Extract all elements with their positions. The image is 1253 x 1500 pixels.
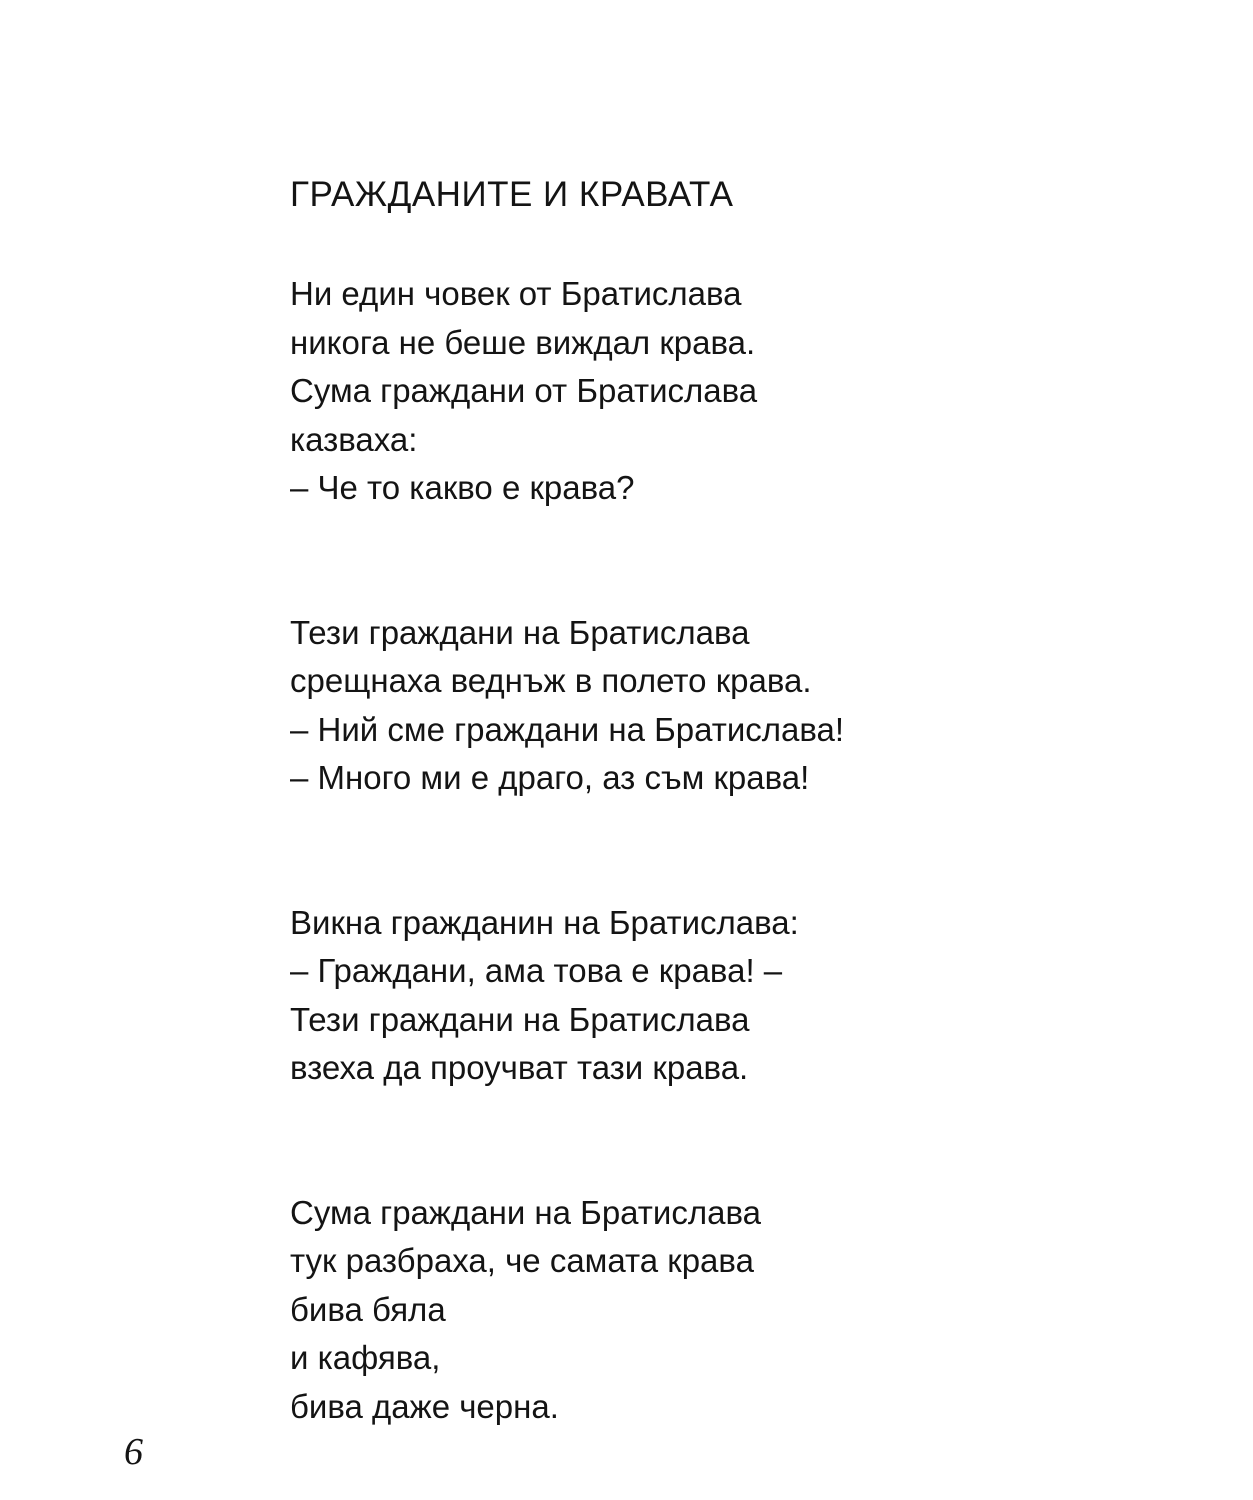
poem-line: Викна гражданин на Братислава:: [290, 903, 799, 941]
poem-line: тук разбраха, че самата крава: [290, 1242, 754, 1279]
poem-line: Тези граждани на Братислава: [290, 613, 750, 651]
poem-line: Ни един човек от Братислава: [290, 275, 742, 312]
poem-line: бива бяла: [290, 1290, 446, 1328]
page-number: 6: [124, 1431, 143, 1473]
poem-line: никога не беше виждал крава.: [290, 323, 756, 361]
poem-line: бива даже черна.: [290, 1387, 559, 1425]
stanza-3: [290, 899, 1190, 1093]
poem-body: [290, 270, 1190, 1431]
poem-line: казваха:: [290, 420, 418, 458]
stanza-4: [290, 1189, 1190, 1432]
stanza-1: [290, 270, 1190, 513]
poem-line: взеха да проучват тази крава.: [290, 1049, 749, 1086]
poem-line: – Много ми е драго, аз съм крава!: [290, 759, 810, 796]
poem-line: – Ний сме граждани на Братислава!: [290, 710, 845, 748]
stanza-2: [290, 609, 1190, 803]
poem-line: – Че то какво е крава?: [290, 469, 635, 506]
poem-line: – Граждани, ама това е крава! –: [290, 952, 783, 989]
poem-line: Сума граждани от Братислава: [290, 372, 758, 409]
poem-line: Сума граждани на Братислава: [290, 1193, 761, 1231]
poem-line: срещнаха веднъж в полето крава.: [290, 662, 812, 699]
poem-title: ГРАЖДАНИТЕ И КРАВАТА: [290, 175, 734, 214]
poem-line: и кафява,: [290, 1339, 441, 1376]
poem-line: Тези граждани на Братислава: [290, 1000, 750, 1038]
